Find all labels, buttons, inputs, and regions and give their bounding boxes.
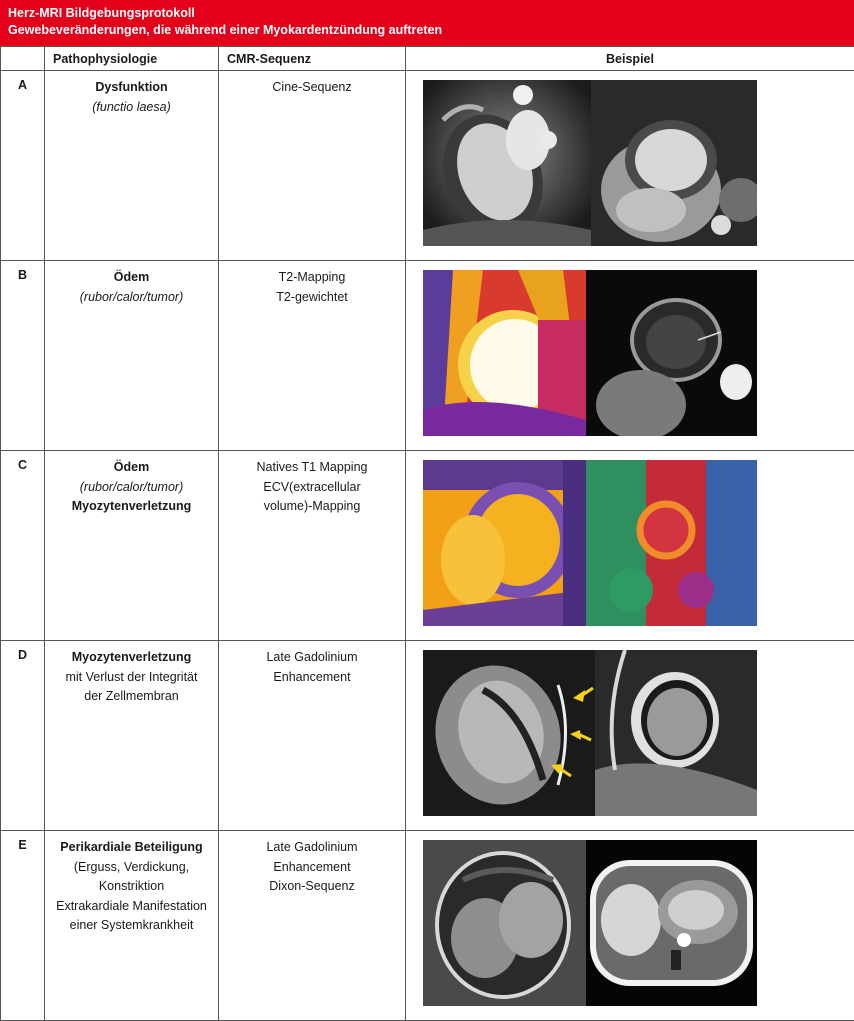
patho-line: Dysfunktion (45, 78, 218, 98)
sequence-line: ECV(extracellular (219, 478, 405, 498)
row-letter: D (1, 641, 45, 831)
patho-line: einer Systemkrankheit (45, 916, 218, 936)
example-cell (406, 71, 854, 261)
column-header-sequence: CMR-Sequenz (219, 47, 406, 71)
sequence-line: Natives T1 Mapping (219, 458, 405, 478)
patho-line: (rubor/calor/tumor) (45, 288, 218, 308)
row-letter: E (1, 831, 45, 1021)
patho-line: Konstriktion (45, 877, 218, 897)
example-cell (406, 451, 854, 641)
column-header-letter (1, 47, 45, 71)
row-letter: B (1, 261, 45, 451)
pathophysiology-cell (45, 641, 219, 831)
example-cell (406, 831, 854, 1021)
patho-line: Ödem (45, 458, 218, 478)
patho-line: (functio laesa) (45, 98, 218, 118)
mri-image-cine-long-axis (423, 80, 591, 246)
sequence-cell (219, 451, 406, 641)
sequence-cell (219, 71, 406, 261)
table-row-b (1, 261, 854, 451)
sequence-line: T2-gewichtet (219, 288, 405, 308)
row-letter: A (1, 71, 45, 261)
sequence-cell (219, 831, 406, 1021)
patho-line: mit Verlust der Integrität (45, 668, 218, 688)
sequence-cell (219, 641, 406, 831)
patho-line: (Erguss, Verdickung, (45, 858, 218, 878)
table-row-a (1, 71, 854, 261)
sequence-line: T2-Mapping (219, 268, 405, 288)
patho-line: (rubor/calor/tumor) (45, 478, 218, 498)
sequence-line: Enhancement (219, 668, 405, 688)
table-row-c (1, 451, 854, 641)
table-subtitle: Gewebeveränderungen, die während einer Myokardentzündung auftreten (8, 22, 846, 39)
mri-image-native-t1-mapping (423, 460, 586, 626)
mri-protocol-table (0, 46, 854, 1021)
patho-line: Ödem (45, 268, 218, 288)
sequence-line: volume)-Mapping (219, 497, 405, 517)
patho-line: Myozytenverletzung (45, 648, 218, 668)
mri-image-ecv-mapping (586, 460, 757, 626)
mri-image-lge-short-axis (595, 650, 757, 816)
example-cell (406, 641, 854, 831)
pathophysiology-cell (45, 71, 219, 261)
example-cell (406, 261, 854, 451)
table-row-e (1, 831, 854, 1021)
sequence-line: Late Gadolinium (219, 838, 405, 858)
patho-line: Perikardiale Beteiligung (45, 838, 218, 858)
pathophysiology-cell (45, 831, 219, 1021)
sequence-line: Dixon-Sequenz (219, 877, 405, 897)
sequence-line: Enhancement (219, 858, 405, 878)
column-header-pathophysiology: Pathophysiologie (45, 47, 219, 71)
mri-image-t2-weighted (586, 270, 757, 436)
mri-image-t2-mapping (423, 270, 586, 436)
table-title: Herz-MRI Bildgebungsprotokoll (8, 5, 846, 22)
row-letter: C (1, 451, 45, 641)
sequence-line: Cine-Sequenz (219, 78, 405, 98)
column-header-row (1, 47, 854, 71)
patho-line: Myozytenverletzung (45, 497, 218, 517)
table-row-d (1, 641, 854, 831)
mri-image-cine-short-axis (591, 80, 757, 246)
mri-image-lge-pericardium (423, 840, 586, 1006)
sequence-cell (219, 261, 406, 451)
table-header-banner (0, 0, 854, 46)
pathophysiology-cell (45, 261, 219, 451)
mri-image-lge-long-axis (423, 650, 595, 816)
patho-line: der Zellmembran (45, 687, 218, 707)
pathophysiology-cell (45, 451, 219, 641)
mri-image-dixon-axial (586, 840, 757, 1006)
column-header-example: Beispiel (406, 47, 854, 71)
patho-line: Extrakardiale Manifestation (45, 897, 218, 917)
sequence-line: Late Gadolinium (219, 648, 405, 668)
